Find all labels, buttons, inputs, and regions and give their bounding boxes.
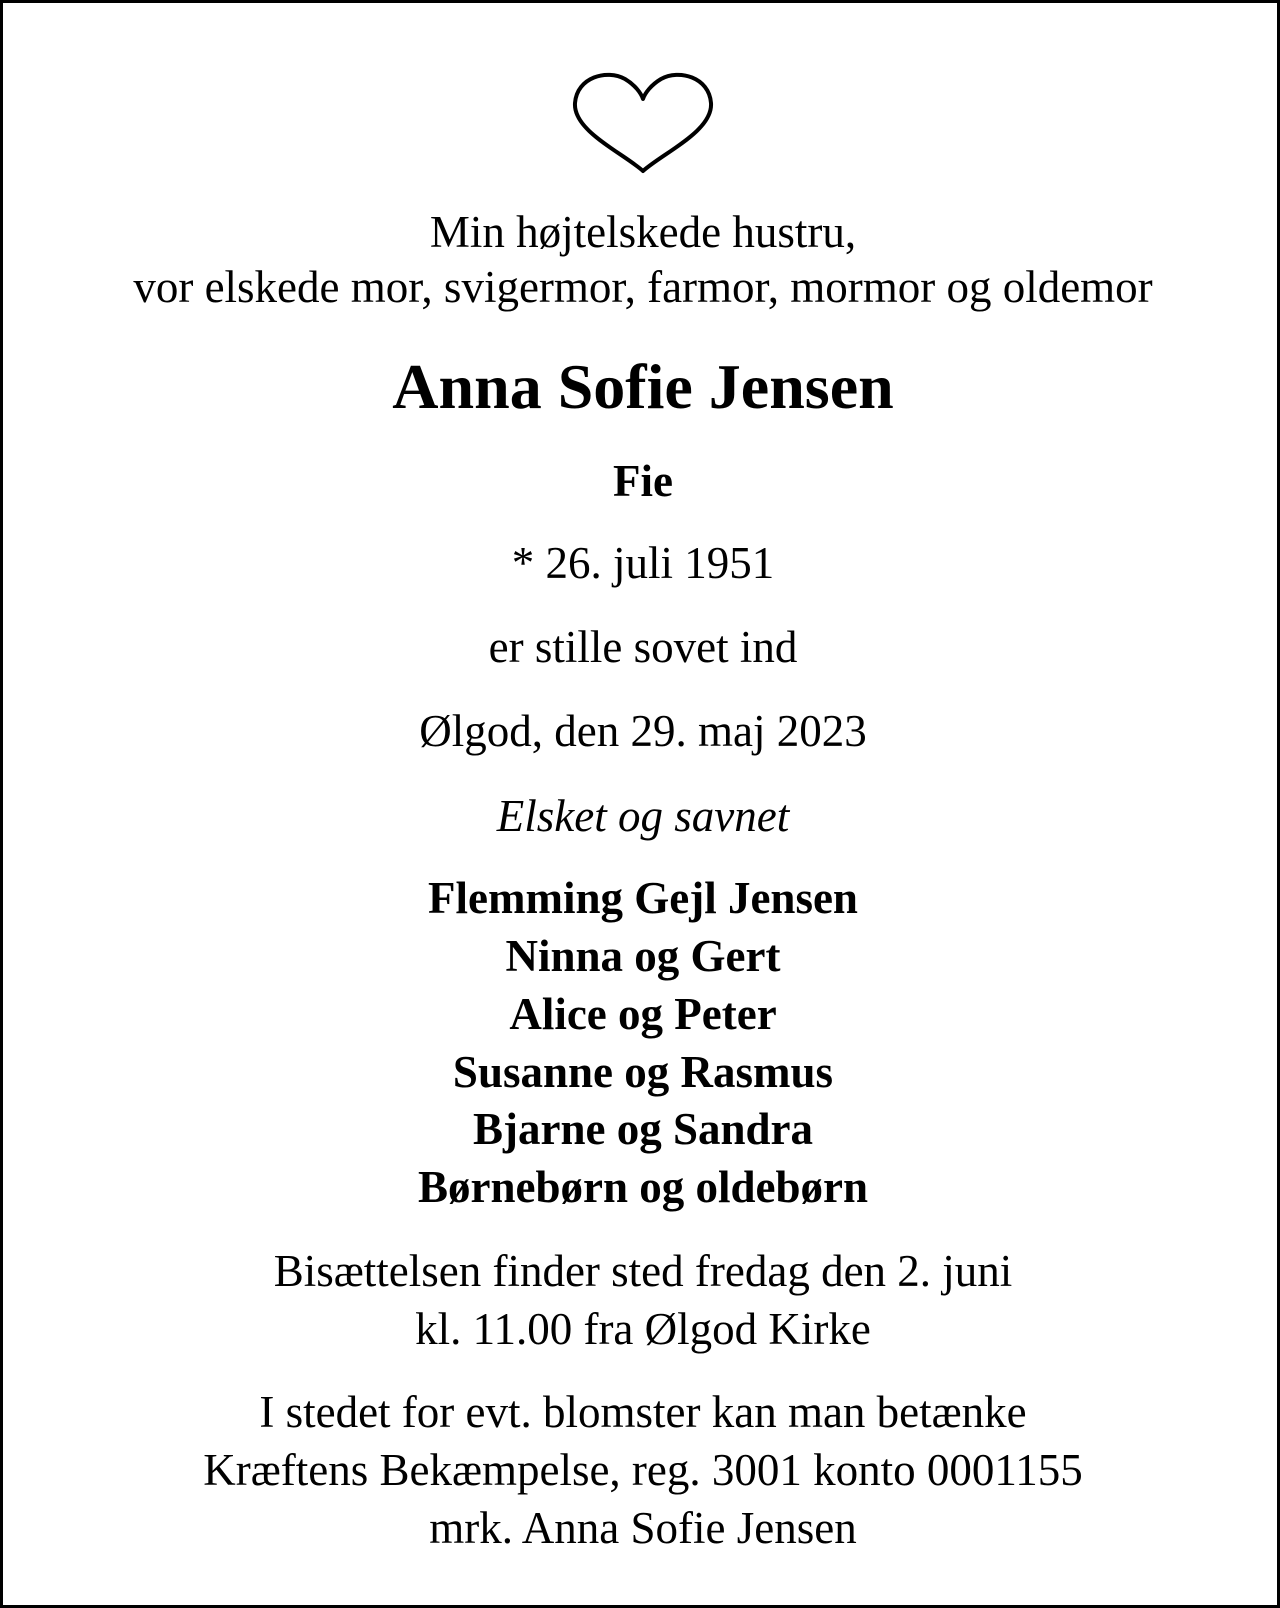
passed-text: er stille sovet ind — [488, 622, 798, 672]
heart-icon — [569, 67, 717, 175]
funeral-line-1: Bisættelsen finder sted fredag den 2. juni — [273, 1246, 1013, 1296]
place-date: Ølgod, den 29. maj 2023 — [419, 706, 867, 756]
mourner-name: Alice og Peter — [509, 989, 777, 1039]
donation-line-2: Kræftens Bekæmpelse, reg. 3001 konto 0001155 — [203, 1445, 1083, 1495]
mourner-name: Bjarne og Sandra — [472, 1104, 814, 1154]
donation-line-3: mrk. Anna Sofie Jensen — [429, 1503, 857, 1553]
tribute-text: Elsket og savnet — [496, 791, 790, 841]
nickname: Fie — [613, 456, 673, 506]
intro-line-1: Min højtelskede hustru, — [429, 207, 857, 257]
funeral-line-2: kl. 11.00 fra Ølgod Kirke — [415, 1304, 871, 1354]
birth-date: * 26. juli 1951 — [511, 538, 775, 588]
intro-line-2: vor elskede mor, svigermor, farmor, mormor og oldemor — [133, 262, 1153, 312]
mourner-name: Susanne og Rasmus — [452, 1047, 834, 1097]
mourner-name: Flemming Gejl Jensen — [428, 873, 858, 923]
mourner-name: Ninna og Gert — [505, 931, 781, 981]
deceased-name: Anna Sofie Jensen — [392, 351, 894, 422]
donation-line-1: I stedet for evt. blomster kan man betænke — [259, 1387, 1027, 1437]
mourner-name: Børnebørn og oldebørn — [417, 1162, 869, 1212]
